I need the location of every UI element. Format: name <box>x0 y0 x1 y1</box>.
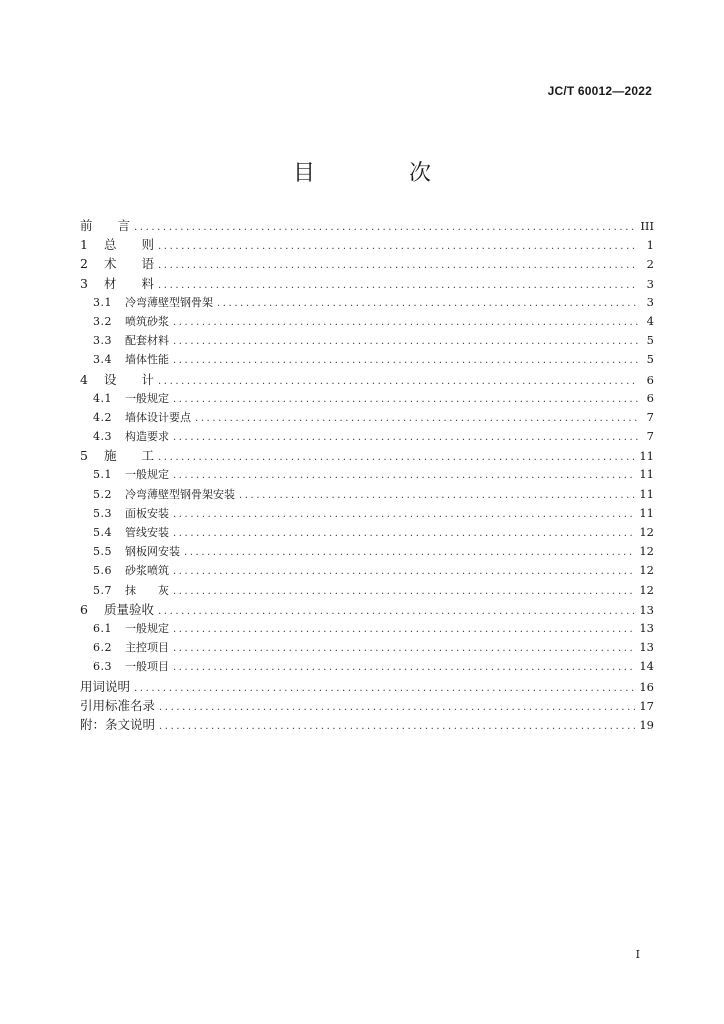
toc-leader-dots <box>184 543 635 561</box>
toc-leader-dots <box>173 313 638 331</box>
toc-entry[interactable] <box>80 389 654 408</box>
toc-entry[interactable] <box>80 561 654 580</box>
toc-entry-page: 11 <box>639 505 654 520</box>
toc-entry-label: 钢板网安装 <box>125 545 180 559</box>
toc-entry-label: 术 语 <box>104 256 155 272</box>
toc-entry-number: 6.2 <box>93 641 112 655</box>
toc-entry-page: 12 <box>639 525 654 539</box>
toc-entry-label: 面板安装 <box>125 506 169 520</box>
toc-entry[interactable] <box>80 408 654 427</box>
toc-entry-page: 19 <box>639 717 654 732</box>
toc-entry[interactable] <box>80 274 654 293</box>
toc-entry-label: 设 计 <box>104 371 155 387</box>
toc-entry[interactable] <box>80 312 654 331</box>
toc-entry-number: 4.3 <box>93 430 112 444</box>
toc-entry-number: 4.2 <box>93 410 112 424</box>
toc-entry-number: 6.3 <box>93 660 112 674</box>
toc-entry-label: 一般规定 <box>125 391 169 405</box>
toc-entry-page: 3 <box>646 276 654 291</box>
toc-entry-label: 总 则 <box>104 237 155 253</box>
toc-entry-label: 一般规定 <box>125 621 169 635</box>
toc-leader-dots <box>217 294 638 312</box>
toc-entry-number: 5 <box>80 448 88 464</box>
toc-leader-dots <box>158 448 635 465</box>
toc-leader-dots <box>173 466 635 484</box>
toc-entry-label: 冷弯薄壁型钢骨架安装 <box>125 487 235 501</box>
toc-entry[interactable] <box>80 581 654 600</box>
toc-entry-number: 6.1 <box>93 621 112 635</box>
toc-leader-dots <box>239 486 635 504</box>
toc-entry[interactable] <box>80 638 654 657</box>
toc-entry-page: 5 <box>646 352 654 367</box>
toc-entry-label: 一般项目 <box>125 660 169 674</box>
toc-entry-number: 4 <box>80 371 88 387</box>
toc-entry-number: 2 <box>80 256 88 272</box>
toc-entry-page: 7 <box>646 429 654 444</box>
toc-entry-label: 喷筑砂浆 <box>125 314 169 328</box>
toc-entry[interactable] <box>80 619 654 638</box>
toc-entry[interactable] <box>80 216 654 235</box>
toc-entry-page: 7 <box>646 409 654 424</box>
toc-entry-label: 抹 灰 <box>125 583 169 597</box>
toc-entry-page: 5 <box>646 333 654 348</box>
toc-leader-dots <box>159 698 635 715</box>
toc-entry[interactable] <box>80 370 654 389</box>
toc-entry-number: 5.3 <box>93 506 112 520</box>
toc-leader-dots <box>173 390 638 408</box>
toc-leader-dots <box>195 409 638 427</box>
toc-leader-dots <box>158 276 638 293</box>
toc-entry[interactable] <box>80 542 654 561</box>
toc-leader-dots <box>158 237 638 254</box>
toc-leader-dots <box>158 256 638 273</box>
toc-entry[interactable] <box>80 485 654 504</box>
toc-entry-number: 5.7 <box>93 583 112 597</box>
toc-leader-dots <box>173 332 638 350</box>
toc-leader-dots <box>173 658 635 676</box>
toc-entry-page: 12 <box>639 563 654 578</box>
toc-entry-number: 5.1 <box>93 468 112 482</box>
toc-entry-label: 管线安装 <box>125 526 169 539</box>
toc-entry-page: 6 <box>646 390 654 405</box>
toc-leader-dots <box>159 717 635 734</box>
toc-leader-dots <box>134 679 635 696</box>
toc-entry-page: III <box>640 219 654 233</box>
toc-entry[interactable] <box>80 254 654 273</box>
toc-entry-page: 11 <box>639 486 654 501</box>
toc-leader-dots <box>173 505 635 523</box>
toc-entry-label: 前 言 <box>80 218 131 233</box>
toc-entry[interactable] <box>80 293 654 312</box>
toc-leader-dots <box>173 582 635 600</box>
toc-entry-number: 6 <box>80 601 88 617</box>
toc-entry-number: 5.5 <box>93 545 112 559</box>
toc-entry-page: 16 <box>639 679 654 694</box>
toc-entry-label: 一般规定 <box>125 468 169 482</box>
toc-entry-page: 13 <box>639 640 654 655</box>
toc-entry-label: 用词说明 <box>80 678 131 694</box>
toc-entry-page: 11 <box>639 467 654 482</box>
toc-entry-page: 17 <box>639 698 654 713</box>
toc-entry-page: 13 <box>639 602 654 617</box>
toc-entry-page: 1 <box>646 238 654 253</box>
toc-entry-number: 3.1 <box>93 295 112 309</box>
toc-entry-number: 3.2 <box>93 314 112 328</box>
toc-entry[interactable] <box>80 446 654 465</box>
toc-entry-page: 14 <box>639 659 654 674</box>
toc-leader-dots <box>173 428 638 446</box>
toc-leader-dots <box>134 218 636 235</box>
toc-entry-number: 3.3 <box>93 334 112 348</box>
toc-entry-number: 5.2 <box>93 487 112 501</box>
toc-entry-page: 12 <box>639 544 654 559</box>
toc-entry-label: 施 工 <box>104 448 155 464</box>
toc-entry-page: 6 <box>646 372 654 387</box>
toc-entry[interactable] <box>80 465 654 484</box>
toc-entry-page: 12 <box>639 582 654 597</box>
toc-entry-label: 附：条文说明 <box>80 716 156 732</box>
toc-entry-number: 5.6 <box>93 564 112 578</box>
toc-entry-page: 11 <box>639 449 654 464</box>
toc-entry-label: 构造要求 <box>125 430 169 444</box>
toc-entry[interactable] <box>80 657 654 676</box>
toc-entry-page: 3 <box>646 294 654 309</box>
toc-entry-label: 墙体性能 <box>125 353 169 367</box>
toc-entry[interactable] <box>80 331 654 350</box>
toc-entry[interactable] <box>80 504 654 523</box>
toc-entry[interactable] <box>80 677 654 696</box>
toc-entry-number: 5.4 <box>93 526 112 539</box>
toc-leader-dots <box>173 620 635 638</box>
toc-entry-page: 4 <box>646 313 654 328</box>
toc-entry-number: 1 <box>80 237 88 253</box>
toc-leader-dots <box>173 639 635 657</box>
toc-leader-dots <box>173 562 635 580</box>
toc-entry-label: 材 料 <box>104 275 155 291</box>
toc-entry[interactable] <box>80 427 654 446</box>
toc-leader-dots <box>158 602 635 619</box>
toc-leader-dots <box>158 372 638 389</box>
toc-entry-label: 砂浆喷筑 <box>125 564 169 578</box>
toc-entry[interactable] <box>80 235 654 254</box>
toc-entry[interactable] <box>80 715 654 734</box>
toc-entry-label: 质量验收 <box>104 601 155 617</box>
toc-entry-label: 引用标准名录 <box>80 697 156 713</box>
page-folio: I <box>635 948 640 961</box>
toc-entry[interactable] <box>80 600 654 619</box>
toc-entry[interactable] <box>80 696 654 715</box>
toc-entry-page: 13 <box>639 620 654 635</box>
toc-entry-number: 3.4 <box>93 353 112 367</box>
toc-entry[interactable] <box>80 350 654 369</box>
toc-entry-number: 3 <box>80 275 88 291</box>
toc-leader-dots <box>173 524 635 542</box>
toc-title: 目 次 <box>292 161 467 186</box>
toc-entry-label: 主控项目 <box>125 641 169 655</box>
table-of-contents <box>80 216 654 734</box>
toc-entry-page: 2 <box>646 257 654 272</box>
toc-entry-label: 配套材料 <box>125 334 169 348</box>
toc-entry[interactable] <box>80 523 654 542</box>
toc-entry-label: 墙体设计要点 <box>125 410 191 424</box>
toc-entry-label: 冷弯薄壁型钢骨架 <box>125 295 213 309</box>
toc-entry-number: 4.1 <box>93 391 112 405</box>
toc-leader-dots <box>173 351 638 369</box>
standard-code: JC/T 60012—2022 <box>547 84 652 98</box>
